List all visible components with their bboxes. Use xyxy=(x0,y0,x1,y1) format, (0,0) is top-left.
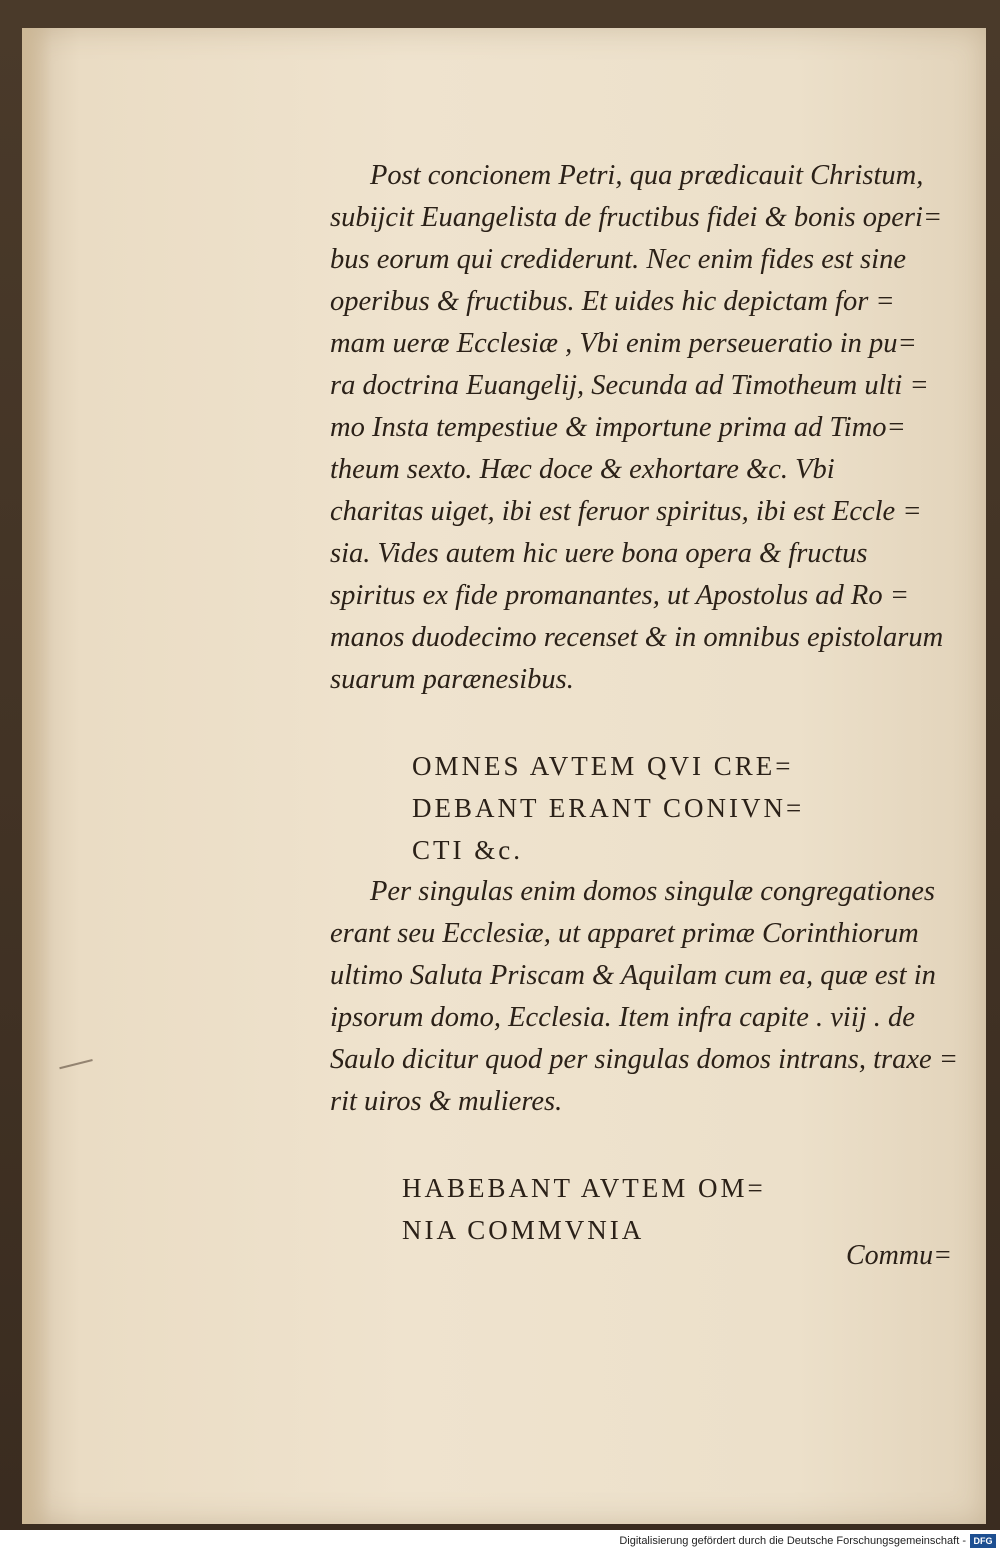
text-line: subijcit Euangelista de fructibus fidei & bonis operi= xyxy=(330,202,943,233)
text-line: mo Insta tempestiue & importune prima ad Timo= xyxy=(330,412,906,443)
text-line: manos duodecimo recenset & in omnibus epistolarum xyxy=(330,622,944,653)
catchword: Commu= xyxy=(846,1240,953,1271)
heading-line: NIA COMMVNIA xyxy=(402,1215,645,1245)
text-line: rit uiros & mulieres. xyxy=(330,1086,563,1117)
heading-line: DEBANT ERANT CONIVN= xyxy=(412,793,805,823)
section-heading-1 xyxy=(330,745,962,871)
footer-credit: Digitalisierung gefördert durch die Deutsche Forschungsgemeinschaft - xyxy=(619,1535,966,1547)
text-line: theum sexto. Hæc doce & exhortare &c. Vbi xyxy=(330,454,835,485)
heading-line: HABEBANT AVTEM OM= xyxy=(402,1173,766,1203)
text-line: Post concionem Petri, qua prædicauit Christum, xyxy=(370,160,924,191)
paragraph-1 xyxy=(330,155,962,701)
text-line: ultimo Saluta Priscam & Aquilam cum ea, quæ est in xyxy=(330,960,936,991)
text-line: suarum parænesibus. xyxy=(330,664,574,695)
text-line: mam ueræ Ecclesiæ , Vbi enim perseueratio in pu= xyxy=(330,328,917,359)
text-line: bus eorum qui crediderunt. Nec enim fides est sine xyxy=(330,244,906,275)
page-text xyxy=(330,155,962,1251)
text-line: ra doctrina Euangelij, Secunda ad Timotheum ulti = xyxy=(330,370,929,401)
section-heading-2 xyxy=(330,1167,962,1251)
page-gutter xyxy=(22,28,52,1524)
text-line: erant seu Ecclesiæ, ut apparet primæ Corinthiorum xyxy=(330,918,919,949)
heading-line: CTI &c. xyxy=(412,835,523,865)
heading-line: OMNES AVTEM QVI CRE= xyxy=(412,751,794,781)
dfg-logo-icon: DFG xyxy=(970,1534,996,1548)
text-line: charitas uiget, ibi est feruor spiritus, ibi est Eccle = xyxy=(330,496,922,527)
paragraph-2 xyxy=(330,871,962,1123)
text-line: Saulo dicitur quod per singulas domos intrans, traxe = xyxy=(330,1044,959,1075)
text-line: Per singulas enim domos singulæ congregationes xyxy=(370,876,935,907)
text-line: sia. Vides autem hic uere bona opera & fructus xyxy=(330,538,868,569)
text-line: spiritus ex fide promanantes, ut Apostolus ad Ro = xyxy=(330,580,909,611)
text-line: ipsorum domo, Ecclesia. Item infra capite . viij . de xyxy=(330,1002,915,1033)
digitization-footer xyxy=(0,1530,1000,1553)
text-line: operibus & fructibus. Et uides hic depictam for = xyxy=(330,286,895,317)
